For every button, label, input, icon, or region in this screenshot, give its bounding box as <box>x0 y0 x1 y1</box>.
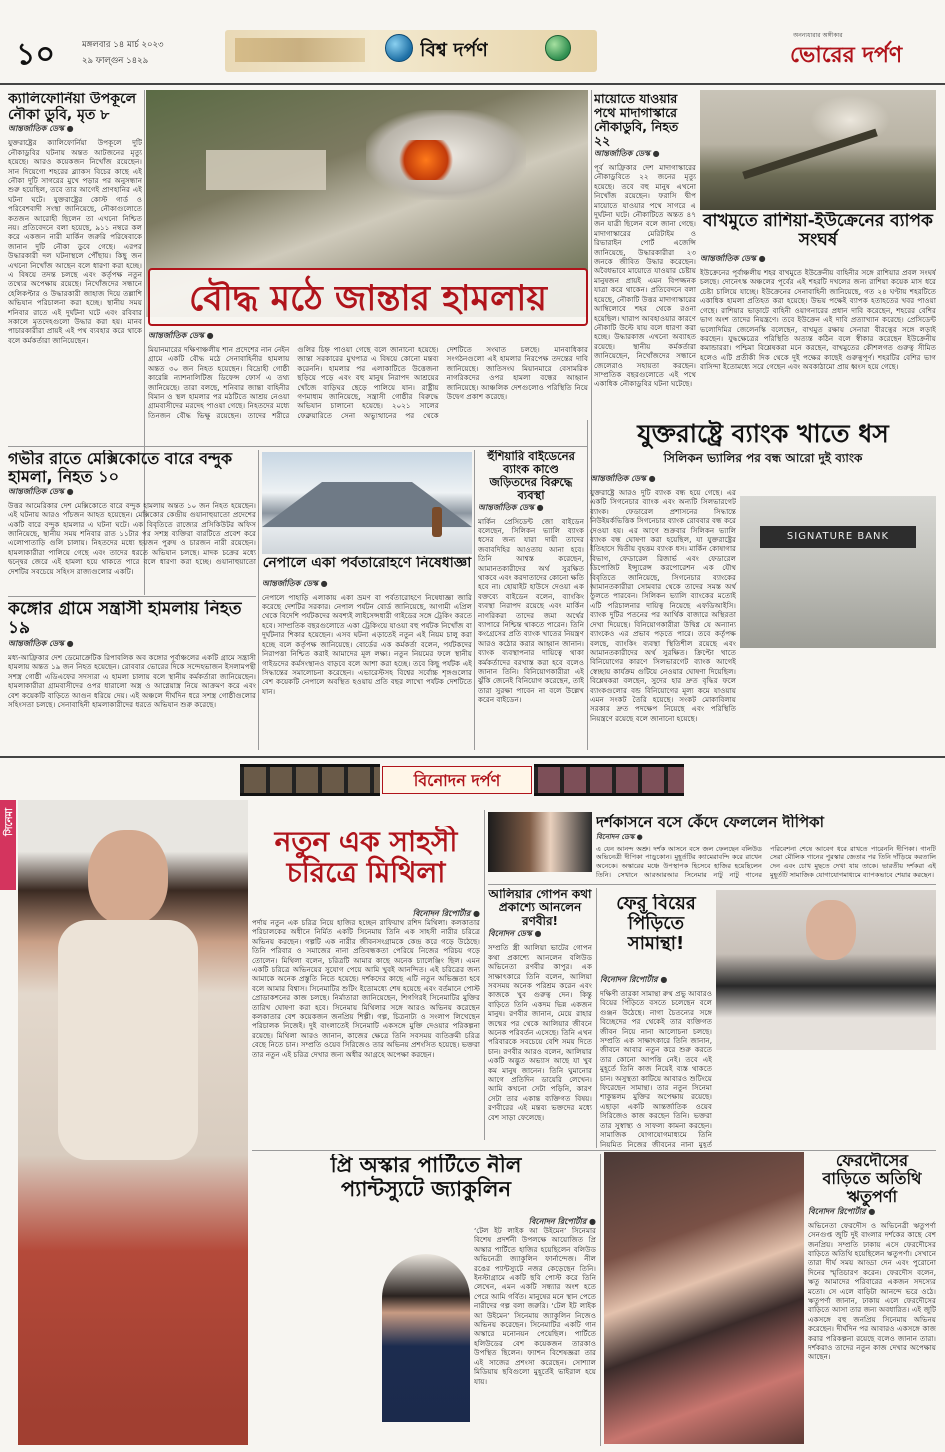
column-rule <box>596 888 597 1148</box>
article-body: মিয়ানমারের দক্ষিণাঞ্চলীয় শান প্রদেশের নান নেইন গ্রামে একটি বৌদ্ধ মঠে সেনাবাহিনীর হামলায় অন্তত ৩০ জন নিহত হয়েছেন। বিদ্রোহী গোষ্ঠী কারেন্নি ন্যাশনালিটিজ ডিফেন্স ফোর্স এ তথ্য জানিয়েছে। তারা বলছে, শনিবার জান্তা বাহিনীর বিমান ও স্থল হামলার পর মঠটিতে আশ্রয় নেওয়া গ্রামবাসীদের মরদেহ পাওয়া গেছে। নিহতদের মধ্যে তিনজন বৌদ্ধ ভিক্ষু রয়েছেন। তাদের শরীরে গুলির চিহ্ন পাওয়া গেছে বলে জানানো হয়েছে। জান্তা সরকারের মুখপাত্র এ বিষয়ে কোনো মন্তব্য করেননি। হামলার পর এলাকাটিতে উত্তেজনা ছড়িয়ে পড়ে এবং বহু মানুষ নিরাপদ আশ্রয়ের খোঁজে বাড়িঘর ছেড়ে পালিয়ে যান। রাষ্ট্রীয় গণমাধ্যম জানিয়েছে, সন্ত্রাসী গোষ্ঠীর বিরুদ্ধে অভিযান চালানো হয়েছে। ২০২১ সালের ফেব্রুয়ারিতে সেনা অভ্যুত্থানের পর থেকে দেশটিতে সংঘাত চলছে। মানবাধিকার সংগঠনগুলো এই হামলার নিরপেক্ষ তদন্তের দাবি জানিয়েছে। জাতিসংঘ মিয়ানমারে বেসামরিক নাগরিকদের ওপর হামলা বন্ধের আহ্বান জানিয়েছে। আঞ্চলিক দেশগুলোও পরিস্থিতি নিয়ে উদ্বেগ প্রকাশ করেছে। <box>148 345 588 420</box>
article-nepal <box>262 556 472 750</box>
film-strip-left <box>240 764 380 796</box>
article-body: এ যেন আনন্দ অশ্রু। দর্শক আসনে বসে জল ফেলছেন বলিউড অভিনেত্রী দীপিকা পাড়ুকোন। মুহূর্তটির ক্যামেরাবন্দি করে রাখেন অনেকে। অস্কারের মঞ্চে উপস্থাপক হিসেবে হাজির হয়েছিলেন তিনি। সেখানে আরআরআর সিনেমার নাটু নাটু গানের পরিবেশনা শেষে আবেগ ধরে রাখতে পারেননি দীপিকা। গানটি সেরা মৌলিক গানের পুরস্কার জেতার পর তিনি দাঁড়িয়ে করতালি দেন এবং চোখ মুছতে দেখা যায় তাকে। ভারতীয় দর্শকরা এই মুহূর্তটি সামাজিক যোগাযোগমাধ্যমে ব্যাপকভাবে শেয়ার করছেন। <box>596 844 936 879</box>
article-myanmar <box>148 330 588 442</box>
byline: বিনোদন রিপোর্টার ● <box>600 975 668 984</box>
byline: আন্তর্জাতিক ডেস্ক ● <box>594 149 660 158</box>
article-body: অভিনেতা ফেরদৌস ও অভিনেত্রী ঋতুপর্ণা সেনগুপ্ত জুটি দুই বাংলার দর্শকের কাছে বেশ জনপ্রিয়। সম্প্রতি ঢাকায় এসে ফেরদৌসের বাড়িতে অতিথি হয়েছিলেন ঋতুপর্ণা। সেখানে তারা দীর্ঘ সময় আড্ডা দেন এবং পুরোনো দিনের স্মৃতিচারণ করেন। ফেরদৌস বলেন, ঋতু আমাদের পরিবারের একজন সদস্যের মতো। সে এলে বাড়িটা আনন্দে ভরে ওঠে। ঋতুপর্ণা জানান, ঢাকায় এলে ফেরদৌসের বাড়িতে আসা তার জন্য অবধারিত। এই জুটি একসঙ্গে বহু জনপ্রিয় সিনেমায় অভিনয় করেছেন। দীর্ঘদিন পর আবারও একসঙ্গে কাজ করার পরিকল্পনা রয়েছে বলেও জানান তারা। দর্শকরাও তাদের নতুন কাজ দেখার অপেক্ষায় আছেন। <box>808 1220 936 1362</box>
ferdous-rituparna-photo <box>604 1152 804 1444</box>
headline-deepika: দর্শকাসনে বসে কেঁদে ফেললেন দীপিকা <box>596 814 825 831</box>
article-body: উত্তর আমেরিকার দেশ মেক্সিকোতে বারে বন্দুক হামলায় অন্তত ১০ জন নিহত হয়েছেন। এই ঘটনায় আরও পাঁচজন আহত হয়েছেন। মেক্সিকোর কেন্দ্রীয় গুয়ানাহুয়াতো প্রদেশের একটি বারে বন্দুক হামলার এ ঘটনা ঘটে। এক বিবৃতিতে রাজ্যের প্রসিকিউটর অফিস জানিয়েছে, স্থানীয় সময় শনিবার রাত ১১টার পর সশস্ত্র ব্যক্তিরা বারটিতে প্রবেশ করে এলোপাতাড়ি গুলি চালায়। নিহতদের মধ্যে ছয়জন পুরুষ ও চারজন নারী রয়েছেন। হামলাকারীরা পালিয়ে গেছে এবং তাদের ধরতে অভিযান চলছে। মাদক চক্রের মধ্যে দ্বন্দ্বের জেরে এই হামলা হয়ে থাকতে পারে বলে ধারণা করা হচ্ছে। গুয়ানাহুয়াতো দেশটির সবচেয়ে সহিংস রাজ্যগুলোর একটি। <box>8 500 256 576</box>
headline-congo: কঙ্গোর গ্রামে সন্ত্রাসী হামলায় নিহত ১৯ <box>8 600 242 639</box>
headline-madagascar: মায়োতে যাওয়ার পথে মাদাগাস্কারে নৌকাডুবি, নিহত ২২ <box>594 92 679 148</box>
article-body: নেপালে পাহাড়ি এলাকায় একা ভ্রমণ বা পর্বতারোহণে নিষেধাজ্ঞা জারি করেছে দেশটির সরকার। নেপাল পর্যটন বোর্ড জানিয়েছে, আগামী এপ্রিল থেকে বিদেশি পর্যটকদের অবশ্যই লাইসেন্সধারী গাইডের সঙ্গে ট্রেকিং করতে হবে। সাম্প্রতিক বছরগুলোতে একা ট্রেকিংয়ে যাওয়া বহু পর্যটক নিখোঁজ বা দুর্ঘটনার শিকার হয়েছেন। এসব ঘটনা এড়াতেই নতুন এই নিয়ম চালু করা হচ্ছে বলে কর্তৃপক্ষ জানিয়েছে। বোর্ডের এক কর্মকর্তা বলেন, পর্যটকদের নিরাপত্তা নিশ্চিত করাই আমাদের মূল লক্ষ্য। নতুন নিয়মের ফলে স্থানীয় গাইডদের কর্মসংস্থানও বাড়বে বলে আশা করা হচ্ছে। তবে কিছু পর্যটক এই সিদ্ধান্তের সমালোচনা করেছেন। এভারেস্টসহ বিশ্বের সর্বোচ্চ শৃঙ্গগুলোর বেশ কয়েকটি নেপালে অবস্থিত হওয়ায় প্রতি বছর লাখো পর্যটক দেশটিতে যান। <box>262 592 472 696</box>
article-body: মধ্য-আফ্রিকার দেশ ডেমোক্রেটিক রিপাবলিক অব কঙ্গোর পূর্বাঞ্চলের একটি গ্রামে সন্ত্রাসী হামলায় অন্তত ১৯ জন নিহত হয়েছেন। রোববার ভোরের দিকে সন্দেহভাজন ইসলামপন্থী সশস্ত্র গোষ্ঠী এডিএফের সদস্যরা এ হামলা চালায় বলে স্থানীয় কর্মকর্তারা জানিয়েছেন। হামলাকারীরা গ্রামবাসীদের ওপর ধারালো অস্ত্র ও আগ্নেয়াস্ত্র নিয়ে আক্রমণ করে এবং বেশ কয়েকটি বাড়িতে আগুন ধরিয়ে দেয়। এই অঞ্চলে দীর্ঘদিন ধরে সশস্ত্র গোষ্ঠীগুলোর সহিংসতা চলছে। সেনাবাহিনী হামলাকারীদের ধরতে অভিযান শুরু করেছে। <box>8 653 256 710</box>
column-rule <box>474 450 475 750</box>
landmarks-icon <box>235 38 365 62</box>
article-body: যুক্তরাষ্ট্রের ক্যালিফোর্নিয়া উপকূলে দুটি নৌকাডুবির ঘটনায় অন্তত আটজনের মৃত্যু হয়েছে। আরও কয়েকজন নিখোঁজ রয়েছেন। সান দিয়েগো শহরের ব্ল্যাকস বিচের কাছে এই নৌকা দুটি সাগরের মুখে পড়ার পর অনুসন্ধান শুরু হয়েছিল, তবে তার আগেই প্রাণহানির এই ঘটনা ঘটে। যুক্তরাষ্ট্রের কোস্ট গার্ড ও পরিবেশবাদী সংস্থা জানিয়েছে, নৌকাগুলোতে কতজন আরোহী ছিলেন তা এখনো নিশ্চিত নয়। প্রতিবেদনে বলা হয়েছে, ৯১১ নম্বরে কল করে একজন নারী মার্কিন জরুরি পরিষেবাকে জানান দুটি নৌকা ডুবে গেছে। এরপর উদ্ধারকারী দল ঘটনাস্থলে পৌঁছায়। কিছু জন এখনো নিখোঁজ আছেন বলে ধারণা করা হচ্ছে। এ বিষয়ে তদন্ত চলছে এবং কর্তৃপক্ষ নতুন তথ্যের অপেক্ষায় রয়েছে। নিখোঁজদের সন্ধানে হেলিকপ্টার ও উদ্ধারকারী জাহাজ দিয়ে তল্লাশি অভিযান পরিচালনা করা হচ্ছে। স্থানীয় সময় শনিবার রাতে এই দুর্ঘটনা ঘটে এবং রবিবার সকালে মৃতদেহগুলো উদ্ধার করা হয়। মানব পাচারকারীরা প্রায়ই এই পথ ব্যবহার করে থাকে বলে কর্মকর্তারা জানিয়েছেন। <box>8 138 142 345</box>
entertainment-title: বিনোদন দর্পণ <box>413 771 501 790</box>
mithila-headline-box <box>252 826 480 906</box>
headline-usbank: যুক্তরাষ্ট্রে ব্যাংক খাতে ধস <box>637 420 889 448</box>
headline-rituparna-1: ফেরদৌসের <box>835 1152 909 1170</box>
bakhmut-artillery-photo <box>700 90 936 210</box>
column-rule <box>587 420 588 750</box>
byline: আন্তর্জাতিক ডেস্ক ● <box>8 639 74 649</box>
byline: আন্তর্জাতিক ডেস্ক ● <box>148 331 214 340</box>
column-rule <box>600 1154 601 1446</box>
page-number: ১০ <box>16 37 55 72</box>
signature-bank-photo <box>740 496 936 648</box>
article-body-jacqueline: ‘টেল ইট লাইক আ উইমেন’ সিনেমার বিশেষ প্রদর্শনী উপলক্ষে আয়োজিত প্রি অস্কার পার্টিতে হাজির হয়েছিলেন বলিউড অভিনেত্রী জ্যাকুলিন ফার্নান্দেজ। নীল রঙের প্যান্টস্যুটে নজর কেড়েছেন তিনি। ইনস্টাগ্রামে একটি ছবি পোস্ট করে তিনি লেখেন, এমন একটি সন্ধ্যার অংশ হতে পেরে আমি গর্বিত। মানুষের মনে স্থান পেতে নারীদের গল্প বলা জরুরি। ‘টেল ইট লাইক আ উইমেন’ সিনেমায় জ্যাকুলিন নিজেও অভিনয় করেছেন। সিনেমাটির একটি গান অস্কারে মনোনয়ন পেয়েছিল। পার্টিতে হলিউডের বেশ কয়েকজন তারকাও উপস্থিত ছিলেন। ফ্যাশন বিশেষজ্ঞরা তার এই সাজের প্রশংসা করেছেন। সোশ্যাল মিডিয়ায় ছবিগুলো মুহূর্তেই ভাইরাল হয়ে যায়। <box>474 1226 596 1386</box>
headline-ranbir: আলিয়ার গোপন কথা প্রকাশ্যে আনলেন রণবীর! <box>488 888 592 928</box>
entertainment-title-box <box>382 766 532 794</box>
article-body: পূর্ব আফ্রিকার দেশ মাদাগাস্কারের নৌকাডুবিতে ২২ জনের মৃত্যু হয়েছে। তবে বহু মানুষ এখনো নিখোঁজ রয়েছেন। ফরাসি দ্বীপ মায়োতে যাওয়ার পথে সাগরে এ দুর্ঘটনা ঘটে। নৌকাটিতে অন্তত ৪৭ জন যাত্রী ছিলেন বলে জানা গেছে। মাদাগাস্কারের মেরিটাইম ও রিভারাইন পোর্ট এজেন্সি জানিয়েছে, উদ্ধারকারীরা ২৩ জনকে জীবিত উদ্ধার করেছেন। অবৈধভাবে মায়োতে যাওয়ার চেষ্টায় মানুষজন প্রায়ই এমন বিপজ্জনক যাত্রা করে থাকেন। প্রতিবেদনে বলা হয়েছে, নৌকাটি উত্তর মাদাগাস্কারের আম্বিলোবে শহর থেকে রওনা হয়েছিল। খারাপ আবহাওয়ার কারণে নৌকাটি উল্টে যায় বলে ধারণা করা হচ্ছে। উদ্ধারকাজ এখনো অব্যাহত রয়েছে। স্থানীয় কর্মকর্তারা জানিয়েছেন, নিখোঁজদের সন্ধানে জেলেরাও সহায়তা করছেন। সাম্প্রতিক বছরগুলোতে এই পথে একাধিক নৌকাডুবির ঘটনা ঘটেছে। <box>594 163 696 389</box>
byline: বিনোদন রিপোর্টার ● <box>808 1206 876 1216</box>
headline-mithila-2: চরিত্রে মিথিলা <box>286 856 446 890</box>
headline-bakhmut: বাখমুতে রাশিয়া-ইউক্রেনের ব্যাপক সংঘর্ষ <box>703 212 933 251</box>
headline-nepal: নেপালে একা পর্বতারোহণে নিষেধাজ্ঞা <box>262 556 472 571</box>
section-rule <box>488 884 936 885</box>
article-mexico <box>8 450 256 590</box>
byline: বিনোদন ডেস্ক ● <box>596 832 643 841</box>
section-title: বিশ্ব দর্পণ <box>420 39 488 61</box>
byline: আন্তর্জাতিক ডেস্ক ● <box>262 578 328 588</box>
article-usbank <box>590 420 936 750</box>
column-rule <box>484 810 485 1140</box>
side-label-text: সিনেমা <box>4 808 15 836</box>
bank-sign: SIGNATURE BANK <box>760 526 916 548</box>
byline: আন্তর্জাতিক ডেস্ক ● <box>8 124 74 134</box>
column-rule <box>258 450 259 750</box>
byline: আন্তর্জাতিক ডেস্ক ● <box>700 254 766 264</box>
headline-california: ক্যালিফোর্নিয়া উপকূলে নৌকা ডুবি, মৃত ৮ <box>8 92 137 123</box>
byline: বিনোদন ডেস্ক ● <box>488 929 542 939</box>
headline-myanmar: বৌদ্ধ মঠে জান্তার হামলায় <box>148 268 588 326</box>
deepika-photo <box>488 812 592 872</box>
globe-icon-2 <box>545 35 571 61</box>
masthead <box>0 0 945 85</box>
headline-jacqueline-1: প্রি অস্কার পার্টিতে নীল <box>330 1154 522 1177</box>
article-deepika <box>596 814 936 880</box>
date-line-2: ২৯ ফাল্গুন ১৪২৯ <box>82 56 149 66</box>
headline-samantha-3: সামান্থা! <box>627 933 685 955</box>
article-rituparna <box>808 1152 936 1446</box>
headline-samantha-1: ফের বিয়ের <box>616 894 696 914</box>
globe-icon <box>385 34 413 62</box>
headline-mithila-1: নতুন এক সাহসী <box>274 826 458 858</box>
article-body: মার্কিন প্রেসিডেন্ট জো বাইডেন বলেছেন, সিলিকন ভ্যালি ব্যাংক ধসের জন্য যারা দায়ী তাদের জবাবদিহির আওতায় আনা হবে। তিনি আশ্বস্ত করেছেন, আমানতকারীদের অর্থ সুরক্ষিত থাকবে এবং করদাতাদের কোনো ক্ষতি হবে না। হোয়াইট হাউসে দেওয়া এক বক্তব্যে বাইডেন বলেন, ব্যাংকিং ব্যবস্থা নিরাপদ রয়েছে এবং মার্কিন নাগরিকরা তাদের জমা অর্থের ব্যাপারে নিশ্চিন্ত থাকতে পারেন। তিনি কংগ্রেসের প্রতি ব্যাংক খাতের নিয়ন্ত্রণ আরও কঠোর করার আহ্বান জানান। ব্যাংক ব্যবস্থাপনার দায়িত্বে থাকা কর্মকর্তাদের বরখাস্ত করা হবে বলেও জানান তিনি। বিনিয়োগকারীরা এই ঝুঁকি জেনেই বিনিয়োগ করেছেন, তাই তারা সুরক্ষা পাবেন না বলে উল্লেখ করেন বাইডেন। <box>478 516 584 705</box>
date-line-1: মঙ্গলবার ১৪ মার্চ ২০২৩ <box>82 40 164 50</box>
article-body: দক্ষিণী তারকা সামান্থা রুথ প্রভু আবারও বিয়ের পিঁড়িতে বসতে চলেছেন বলে গুঞ্জন উঠেছে। নাগা চৈতন্যের সঙ্গে বিচ্ছেদের পর থেকেই তার ব্যক্তিগত জীবন নিয়ে নানা আলোচনা চলছে। সম্প্রতি এক সাক্ষাৎকারে তিনি জানান, জীবনে আবার নতুন করে শুরু করতে তার কোনো আপত্তি নেই। তবে এই মুহূর্তে তিনি কাজ নিয়েই ব্যস্ত থাকতে চান। অসুস্থতা কাটিয়ে আবারও শুটিংয়ে ফিরেছেন সামান্থা। তার নতুন সিনেমা শাকুন্তলম মুক্তির অপেক্ষায় রয়েছে। এছাড়া একটি আন্তর্জাতিক ওয়েব সিরিজেও কাজ করছেন তিনি। ভক্তরা তার সুস্বাস্থ্য ও সাফল্য কামনা করছেন। সামাজিক যোগাযোগমাধ্যমে তিনি নিয়মিত নিজের জীবনের নানা মুহূর্ত <box>600 989 712 1148</box>
section-rule <box>8 596 256 597</box>
film-strip-right <box>534 764 684 796</box>
byline: আন্তর্জাতিক ডেস্ক ● <box>590 474 656 483</box>
headline-rituparna-2: বাড়িতে অতিথি <box>822 1168 922 1188</box>
article-body: যুক্তরাষ্ট্রে আরও দুটি ব্যাংক বন্ধ হয়ে গেছে। এর একটি সিগনেচার ব্যাংক এবং অন্যটি সিলভারগেট ব্যাংক। ফেডারেল প্রশাসনের সিদ্ধান্তে নিউইয়র্কভিত্তিক সিগনেচার ব্যাংক রোববার বন্ধ করে দেওয়া হয়। এর আগে শুক্রবার সিলিকন ভ্যালি ব্যাংক বন্ধ ঘোষণা করা হয়েছিল, যা যুক্তরাষ্ট্রের ইতিহাসে দ্বিতীয় বৃহত্তম ব্যাংক ধস। মার্কিন কোষাগার বিভাগ, ফেডারেল রিজার্ভ এবং ফেডারেল ডিপোজিট ইন্স্যুরেন্স করপোরেশন এক যৌথ বিবৃতিতে জানিয়েছে, সিগনেচার ব্যাংকের আমানতকারীরা সোমবার থেকে তাদের সমস্ত অর্থ তুলতে পারবেন। সিলিকন ভ্যালি ব্যাংকের মতোই এটি পরিচালনার দায়িত্ব নিয়েছে এফডিআইসি। ব্যাংক দুটির পতনের পর আর্থিক বাজারে অস্থিরতা দেখা দিয়েছে। বিনিয়োগকারীরা উদ্বিগ্ন যে অন্যান্য ব্যাংকেও এর প্রভাব পড়তে পারে। তবে কর্তৃপক্ষ বলছে, ব্যাংকিং ব্যবস্থা স্থিতিশীল রয়েছে এবং আমানতকারীদের অর্থ সুরক্ষিত। ক্রিপ্টো খাতে বিনিয়োগের কারণে সিলভারগেট ব্যাংক আগেই স্বেচ্ছায় কার্যক্রম গুটিয়ে নেওয়ার ঘোষণা দিয়েছিল। বিশ্লেষকরা বলছেন, সুদের হার দ্রুত বৃদ্ধির ফলে ব্যাংকগুলোর বন্ড বিনিয়োগের মূল্য কমে যাওয়ায় এমন সংকট তৈরি হয়েছে। সংকট মোকাবিলায় সরকার দ্রুত পদক্ষেপ নিয়েছে এবং পরিস্থিতি নিয়ন্ত্রণে রয়েছে বলে জানানো হয়েছে। <box>590 488 736 723</box>
article-congo <box>8 600 256 750</box>
paper-tagline: অনন্যধারার অঙ্গীকার <box>793 32 843 39</box>
paper-name: ভোরের দর্পণ <box>790 43 903 68</box>
headline-biden: হুঁশিয়ারি বাইডেনের ব্যাংক কাণ্ডে জড়িতদের বিরুদ্ধে ব্যবস্থা <box>487 450 575 502</box>
headline-mexico: গভীর রাতে মেক্সিকোতে বারে বন্দুক হামলা, নিহত ১০ <box>8 450 233 486</box>
mithila-photo <box>18 800 248 1445</box>
article-ranbir <box>488 888 592 1148</box>
byline: আন্তর্জাতিক ডেস্ক ● <box>478 502 544 512</box>
byline: আন্তর্জাতিক ডেস্ক ● <box>8 486 74 496</box>
byline: বিনোদন রিপোর্টার ● <box>528 1217 596 1226</box>
nepal-mountain-photo <box>262 452 472 554</box>
samantha-photo <box>716 890 936 1050</box>
article-body-samantha-2 <box>716 1054 936 1148</box>
paper-logo <box>790 38 930 72</box>
entertainment-banner <box>0 756 945 800</box>
byline: বিনোদন রিপোর্টার ● <box>412 909 480 918</box>
section-rule <box>252 1150 936 1151</box>
subheadline-usbank: সিলিকন ভ্যালির পর বন্ধ আরো দুই ব্যাংক <box>663 451 863 465</box>
article-samantha <box>600 974 712 1148</box>
section-rule <box>8 446 588 447</box>
headline-samantha-2: পিঁড়িতে <box>627 913 685 935</box>
article-body: সম্প্রতি স্ত্রী আলিয়া ভাটের গোপন কথা প্রকাশ্যে আনলেন বলিউড অভিনেতা রণবীর কাপুর। এক সাক্ষাৎকারে তিনি বলেন, আলিয়া সবসময় অনেক পরিশ্রম করেন এবং কাজকে খুব গুরুত্ব দেন। কিন্তু বাড়িতে তিনি একদম ভিন্ন একজন মানুষ। রণবীর জানান, মেয়ে রাহার জন্মের পর থেকে আলিয়ার জীবনে অনেক পরিবর্তন এসেছে। তিনি এখন পরিবারকে সবচেয়ে বেশি সময় দিতে চান। রণবীর আরও বলেন, আলিয়ার একটি অদ্ভুত অভ্যাস আছে যা খুব কম মানুষ জানেন। তিনি ঘুমানোর আগে প্রতিদিন ডায়েরি লেখেন। আমি কখনো সেটা পড়িনি, কারণ সেটা তার একান্ত ব্যক্তিগত বিষয়। রণবীরের এই মন্তব্য ভক্তদের মধ্যে বেশ সাড়া ফেলেছে। <box>488 943 592 1122</box>
samantha-headline-box <box>600 894 712 972</box>
article-body: ইউক্রেনের পূর্বাঞ্চলীয় শহর বাখমুতে ইউক্রেনীয় বাহিনীর সঙ্গে রাশিয়ার প্রবল সংঘর্ষ চলছে। দোনেৎস্ক অঞ্চলের পূর্বের এই শহরটি দখলের জন্য রাশিয়া কয়েক মাস ধরে চেষ্টা চালিয়ে যাচ্ছে। ইউক্রেনের সেনাবাহিনী জানিয়েছে, গত ২৪ ঘণ্টায় শহরটিতে একাধিক হামলা প্রতিহত করা হয়েছে। উভয় পক্ষেই ব্যাপক হতাহতের খবর পাওয়া গেছে। রাশিয়ার ভাড়াটে বাহিনী ওয়াগনারের প্রধান দাবি করেছেন, শহরের বেশির ভাগ অংশ তাদের নিয়ন্ত্রণে। তবে ইউক্রেন এই দাবি প্রত্যাখ্যান করেছে। প্রেসিডেন্ট ভলোদিমির জেলেনস্কি বলেছেন, বাখমুত রক্ষায় সেনারা বীরত্বের সঙ্গে লড়াই করছেন। যুদ্ধক্ষেত্রের পরিস্থিতি অত্যন্ত কঠিন বলে স্বীকার করেছেন ইউক্রেনীয় কমান্ডাররা। পশ্চিমা বিশ্লেষকরা মনে করছেন, বাখমুতের কৌশলগত গুরুত্ব সীমিত হলেও এটি প্রতীকী দিক থেকে দুই পক্ষের কাছেই গুরুত্বপূর্ণ। শহরটির বেশির ভাগ বাসিন্দা ইতোমধ্যে সরে গেছেন এবং অবকাঠামো প্রায় ধ্বংস হয়ে গেছে। <box>700 268 936 372</box>
headline-jacqueline-2: প্যান্টস্যুটে জ্যাকুলিন <box>341 1176 511 1201</box>
jacqueline-headline-box <box>256 1154 596 1214</box>
article-biden <box>478 450 584 750</box>
side-label <box>0 800 16 890</box>
article-body-mithila: পর্দায় নতুন এক চরিত্র নিয়ে হাজির হচ্ছেন রাফিয়াথ রশিদ মিথিলা। কলকাতার পরিচালকের অধীনে নির্মিত একটি সিনেমায় তিনি এক সাহসী নারীর চরিত্রে অভিনয় করছেন। গল্পটি এক নারীর জীবনসংগ্রামকে কেন্দ্র করে গড়ে উঠেছে। তিনি পরিবার ও সমাজের নানা প্রতিবন্ধকতা পেরিয়ে নিজের পরিচয় গড়ে তোলেন। মিথিলা বলেন, চরিত্রটি আমার কাছে অনেক চ্যালেঞ্জিং ছিল। এমন একটি চরিত্রে অভিনয়ের সুযোগ পেয়ে আমি খুবই আনন্দিত। এই চরিত্রের জন্য আমাকে অনেক প্রস্তুতি নিতে হয়েছে। দর্শকদের কাছে এটি নতুন অভিজ্ঞতা হবে বলে আমার বিশ্বাস। সিনেমাটির শুটিং ইতোমধ্যে শেষ হয়েছে এবং বর্তমানে পোস্ট প্রোডাকশনের কাজ চলছে। নির্মাতারা জানিয়েছেন, শিগগিরই সিনেমাটির মুক্তির তারিখ ঘোষণা করা হবে। সিনেমায় মিথিলার সঙ্গে আরও অভিনয় করেছেন কলকাতার বেশ কয়েকজন জনপ্রিয় শিল্পী। গল্প, চিত্রনাট্য ও সংলাপ লিখেছেন পরিচালক নিজেই। দুই বাংলাতেই সিনেমাটি একসঙ্গে মুক্তি দেওয়ার পরিকল্পনা রয়েছে। মিথিলা আরও জানান, কাজের ক্ষেত্রে তিনি সবসময় ব্যতিক্রমী চরিত্র বেছে নিতে চান। সম্প্রতি ওয়েব সিরিজেও তার অভিনয় প্রশংসিত হয়েছে। ভক্তরা তার নতুন এই চরিত্র দেখার জন্য অধীর আগ্রহে অপেক্ষা করছেন। <box>252 918 480 1059</box>
section-banner <box>225 30 597 72</box>
headline-rituparna-3: ঋতুপর্ণা <box>846 1186 898 1206</box>
